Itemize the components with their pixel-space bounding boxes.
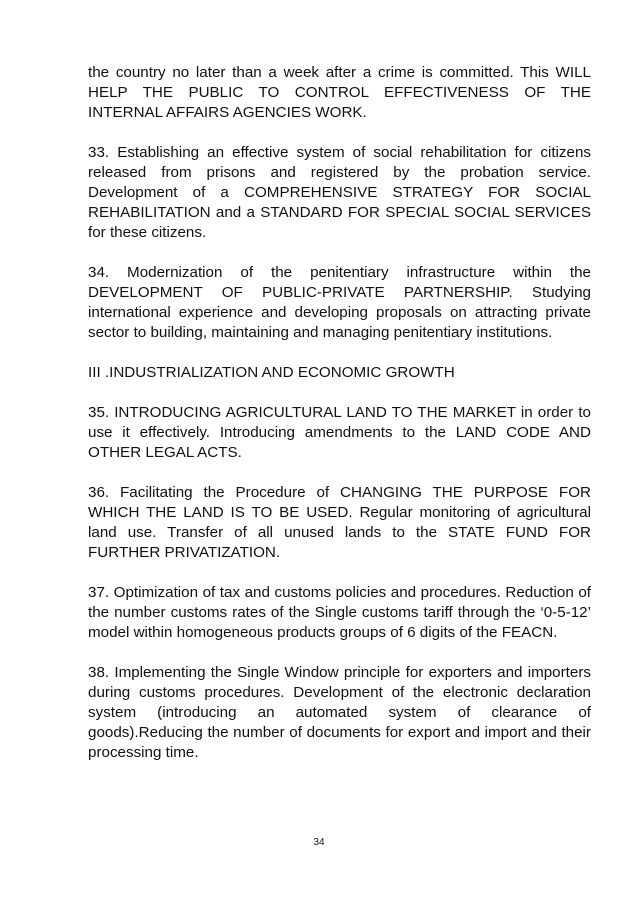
section-heading: III .INDUSTRIALIZATION AND ECONOMIC GROWTH [88,364,455,381]
paragraph-item-38: 38. Implementing the Single Window principle for exporters and importers during customs procedures. Development of the electronic declaration system (introducing an automated system of clearance of goods).Reducing the number of documents for export and import and their processing time. [88,664,591,761]
paragraph-continuation: the country no later than a week after a crime is committed. This WILL HELP THE PUBLIC TO CONTROL EFFECTIVENESS OF THE INTERNAL AFFAIRS AGENCIES WORK. [88,64,591,121]
paragraph-item-37: 37. Optimization of tax and customs policies and procedures. Reduction of the number customs rates of the Single customs tariff through the ‘0-5-12’ model within homogeneous products groups of 6 digits of the FEACN. [88,584,591,641]
page-content [88,63,591,783]
paragraph-item-36: 36. Facilitating the Procedure of CHANGING THE PURPOSE FOR WHICH THE LAND IS TO BE USED. Regular monitoring of agricultural land use. Transfer of all unused lands to the STATE FUND FOR FURTHER PRIVATIZATION. [88,484,591,561]
paragraph-item-35: 35. INTRODUCING AGRICULTURAL LAND TO THE MARKET in order to use it effectively. Introducing amendments to the LAND CODE AND OTHER LEGAL ACTS. [88,404,591,461]
paragraph-item-34: 34. Modernization of the penitentiary infrastructure within the DEVELOPMENT OF PUBLIC-PRIVATE PARTNERSHIP. Studying international experience and developing proposals on attracting private sector to building, maintaining and managing penitentiary institutions. [88,264,591,341]
paragraph-item-33: 33. Establishing an effective system of social rehabilitation for citizens released from prisons and registered by the probation service. Development of a COMPREHENSIVE STRATEGY FOR SOCIAL REHABILITATION and a STANDARD FOR SPECIAL SOCIAL SERVICES for these citizens. [88,144,591,241]
page-number: 34 [313,837,325,848]
